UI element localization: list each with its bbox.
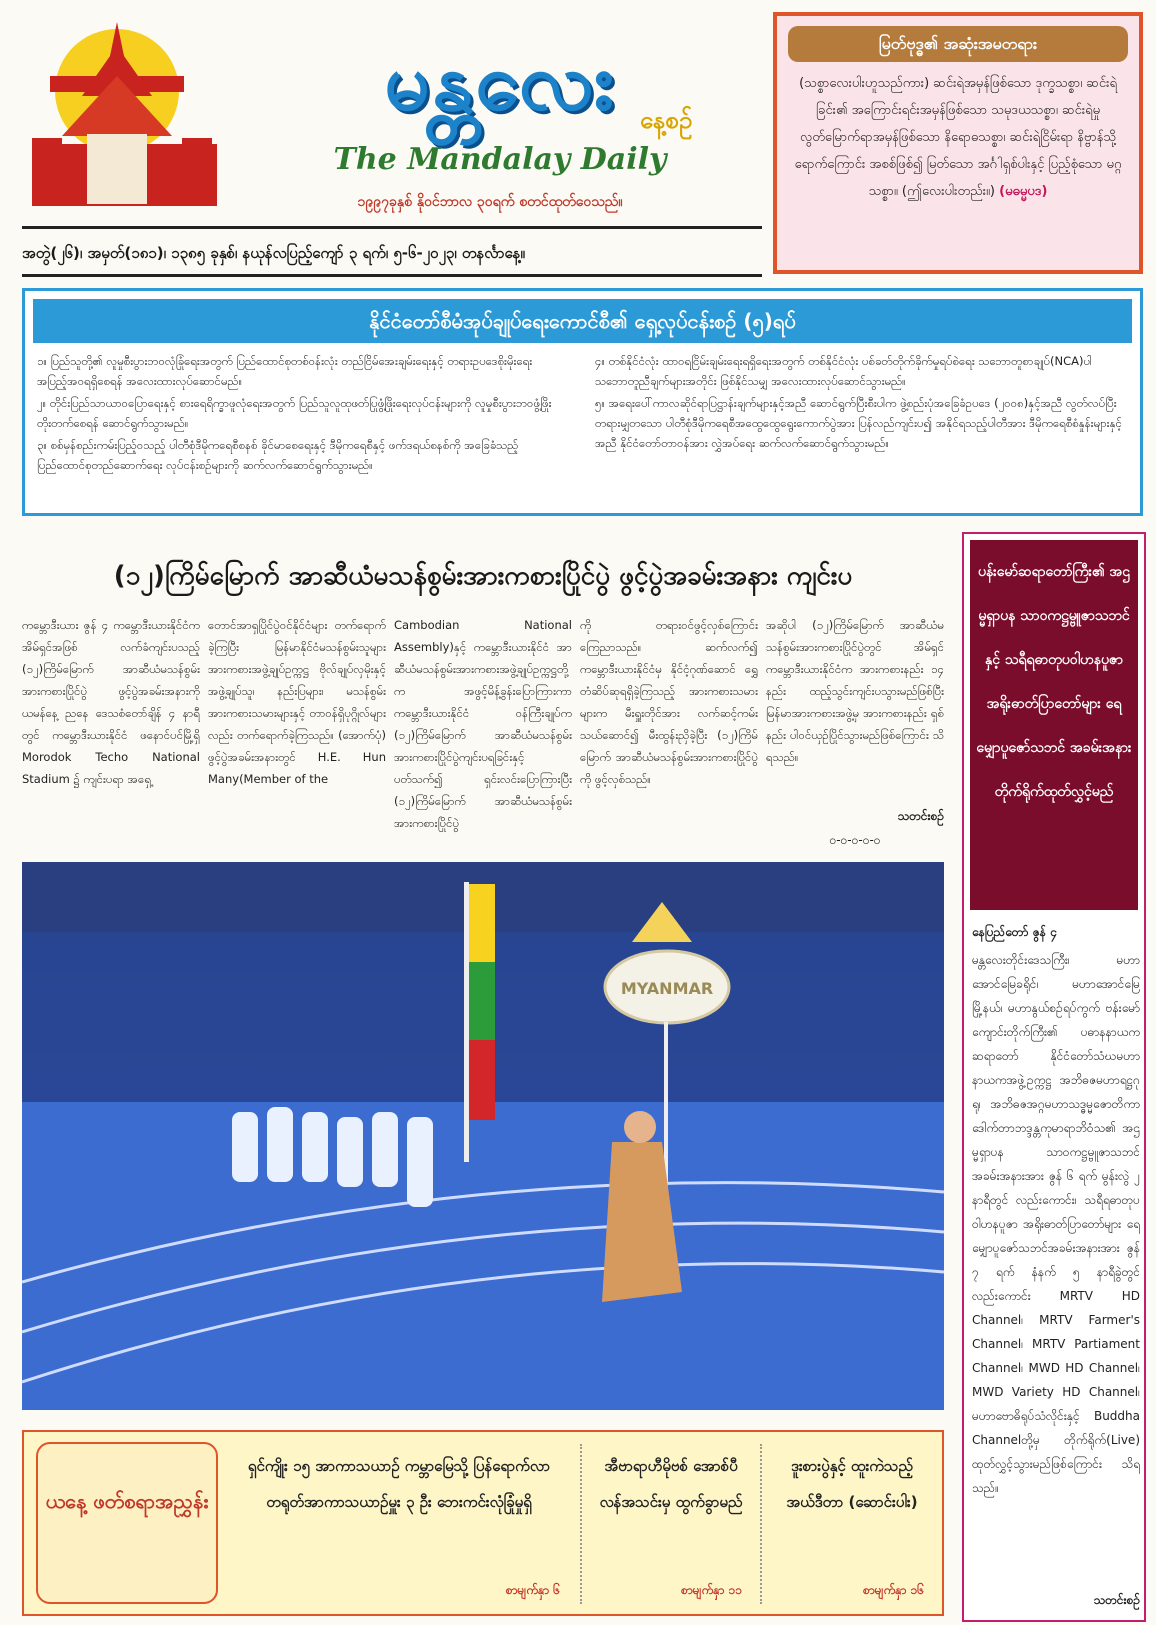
policy-item: ၁။ ပြည်သူတို့၏ လူမှုစီးပွားဘဝလုံခြုံရေးအတွက် ပြည်ထောင်စုတစ်ဝန်းလုံး တည်ငြိမ်အေးချမ်းရေးနှင့် တရားဥပဒေစိုးမိုးရေး အပြည့်အဝရရှိစေရန် အလေးထားလုပ်ဆောင်မည်။ — [37, 354, 533, 388]
teaser-bar — [22, 1430, 944, 1616]
policy-item: ၃။ စစ်မှန်စည်းကမ်းပြည့်ဝသည့် ပါတီစုံဒီမိုကရေစီစနစ် ခိုင်မာစေရေးနှင့် ဒီမိုကရေစီနှင့် ဖက်ဒရယ်စနစ်ကို အခြေခံသည့် ပြည်ထောင်စုတည်ဆောက်ရေး လုပ်ငန်းစဉ်များကို ဆက်လက်ဆောင်ရွက်သွားမည်။ — [37, 438, 519, 472]
masthead-subtitle: နေ့စဉ် — [640, 106, 693, 134]
policy-box — [22, 288, 1143, 516]
divider — [22, 226, 762, 229]
policy-left-column — [37, 351, 572, 511]
teaser-divider — [760, 1444, 762, 1604]
teaser-divider — [580, 1444, 582, 1604]
teaser-item[interactable]: ရှင်ကျိုး ၁၅ အာကာသယာဉ် ကမ္ဘာမြေသို့ ပြန်ရောက်လာ တရုတ်အာကာသယာဉ်မှူး ၃ ဦး ဘေးကင်းလုံခြုံမှုရှိ — [247, 1457, 551, 1511]
teaser-page: စာမျက်နှာ ၆ — [505, 1583, 560, 1597]
article-column-3: Cambodian National Assembly)နှင့် ကမ္ဘောဒီးယားနိုင်ငံ အာဆီယံမသန်စွမ်းအားကစားအဖွဲ့ချုပ်ဥက္ကဋ္ဌတို့က အဖွင့်မိန့်ခွန်းပြောကြားကာ ကမ္ဘောဒီးယားနိုင်ငံ ဝန်ကြီးချုပ်က (၁၂)ကြိမ်မြောက် အာဆီယံမသန်စွမ်းအားကစားပြိုင်ပွဲကျင်းပရခြင်းနှင့်ပတ်သက်၍ ရှင်းလင်းပြောကြားပြီး (၁၂)ကြိမ်မြောက် အာဆီယံမသန်စွမ်းအားကစားပြိုင်ပွဲ — [394, 618, 572, 830]
article-column-5: အဆိုပါ (၁၂)ကြိမ်မြောက် အာဆီယံမသန်စွမ်းအားကစားပြိုင်ပွဲတွင် အိမ်ရှင် ကမ္ဘောဒီးယားနိုင်ငံက အားကစားနည်း ၁၄ နည်း ထည့်သွင်းကျင်းပသွားမည်ဖြစ်ပြီး မြန်မာအားကစားအဖွဲ့မှ အားကစားနည်း ရှစ်နည်း ပါဝင်ယှဉ်ပြိုင်သွားမည်ဖြစ်ကြောင်း သိရသည်။ — [766, 618, 944, 764]
sidebar-dateline: နေပြည်တော် ဇွန် ၄ — [972, 925, 1057, 939]
policy-header: နိုင်ငံတော်စီမံအုပ်ချုပ်ရေးကောင်စီ၏ ရှေ့လုပ်ငန်းစဉ် (၅)ရပ် — [33, 299, 1132, 343]
placard-text: MYANMAR — [620, 979, 714, 998]
english-title: The Mandalay Daily — [333, 142, 667, 177]
sidebar-headline: ပန်းမော်ဆရာတော်ကြီး၏ အဌမ္မရှာပန သာဝကဋ္ဌမ္ဗူဇာသဘင်နှင့် သရီရဓာတုပဝါဟနပူဇာ အရိုးဓာတ်ပြာတော်များ ရေမျှောပူဇော်သဘင် အခမ်းအနား တိုက်ရိုက်ထုတ်လွှင့်မည် — [970, 540, 1138, 910]
sidebar-article — [962, 532, 1146, 1622]
quote-box — [773, 12, 1143, 274]
article-column-1: ကမ္ဘောဒီးယား ဇွန် ၄ ကမ္ဘောဒီးယားနိုင်ငံက အိမ်ရှင်အဖြစ် လက်ခံကျင်းပသည့် (၁၂)ကြိမ်မြောက် အာဆီယံမသန်စွမ်းအားကစားပြိုင်ပွဲ ဖွင့်ပွဲအခမ်းအနားကို ယမန်နေ့ ညနေ ဒေသစံတော်ချိန် ၄ နာရီတွင် ကမ္ဘောဒီးယားနိုင်ငံ ဖနောင်ပင်မြို့ရှိ Morodok Techo National Stadium ၌ ကျင်းပရာ အရှေ့ — [22, 618, 200, 786]
article-column-2: တောင်အာရှပြိုင်ပွဲဝင်နိုင်ငံများ တက်ရောက်ခဲ့ကြပြီး မြန်မာနိုင်ငံမသန်စွမ်းသူများ အားကစားအဖွဲ့ချုပ်ဥက္ကဋ္ဌ ဗိုလ်ချုပ်လှမိုးနှင့် အဖွဲ့ချုပ်သူ၊ နည်းပြများ၊ မသန်စွမ်းအားကစားသမားများနှင့် တာဝန်ရှိပုဂ္ဂိုလ်များလည်း တက်ရောက်ခဲ့ကြသည်။ (အောက်ပုံ) ဖွင့်ပွဲအခမ်းအနားတွင် H.E. Hun Many(Member of the — [208, 618, 386, 786]
policy-item: ၄။ တစ်နိုင်ငံလုံး ထာဝရငြိမ်းချမ်းရေးရရှိရေးအတွက် တစ်နိုင်ငံလုံး ပစ်ခတ်တိုက်ခိုက်မှုရပ်စဲရေး သဘောတူစာချုပ်(NCA)ပါ သဘောတူညီချက်များအတိုင်း ဖြစ်နိုင်သမျှ အလေးထားလုပ်ဆောင်သွားမည်။ — [595, 354, 1093, 388]
issue-line: အတွဲ(၂၆)၊ အမှတ်(၁၈၁)၊ ၁၃၈၅ ခုနှစ်၊ နယုန်လပြည့်ကျော် ၃ ရက်၊ ၅-၆-၂၀၂၃၊ တနင်္လာနေ့။ — [22, 244, 525, 262]
teaser-label: ယနေ့ ဖတ်စရာအညွှန်း — [36, 1442, 218, 1604]
article-end-marks: ၀-၀-၀-၀-၀ — [829, 833, 881, 847]
teaser-page: စာမျက်နှာ ၁၁ — [681, 1583, 742, 1597]
teaser-item[interactable]: ဒူးစားပွဲနှင့် ထူးကဲသည့် အယ်ဒီတာ (ဆောင်းပါး) — [786, 1457, 918, 1511]
masthead-title: မန္တလေး — [384, 34, 616, 128]
stadium-photo — [22, 862, 944, 1410]
teaser-item[interactable]: အီဗာရာဟီမိုဗစ် အောစ်ပီလန်အသင်းမှ ထွက်ခွာမည် — [599, 1457, 743, 1511]
article-column-4: ကို တရားဝင်ဖွင့်လှစ်ကြောင်း ကြေညာသည်။ ဆက်လက်၍ ကမ္ဘောဒီးယားနိုင်ငံမှ နိုင်ငံ့ဂုဏ်ဆောင် ရွှေတံဆိပ်ဆုရရှိခဲ့ကြသည့် အားကစားသမားများက မီးရှူးတိုင်အား လက်ဆင့်ကမ်းသယ်ဆောင်၍ မီးထွန်းညှိခဲ့ပြီး (၁၂)ကြိမ်မြောက် အာဆီယံမသန်စွမ်းအားကစားပြိုင်ပွဲကို ဖွင့်လှစ်သည်။ — [580, 618, 758, 786]
policy-item: ၂။ တိုင်းပြည်သာယာဝပြောရေးနှင့် စားရေရိက္ခာဖူလုံရေးအတွက် ပြည်သူလူထုဖတ်ပြုဖွံ့ဖြိုးရေးလုပ်ငန်းများကို လူမှုစီးပွားဘဝဖွံ့ဖြိုးတိုးတက်စေရန် ဆောင်ရွက်သွားမည်။ — [37, 396, 552, 430]
policy-item: ၅။ အရေးပေါ်ကာလဆိုင်ရာပြဋ္ဌာန်းချက်များနှင့်အညီ ဆောင်ရွက်ပြီးစီးပါက ဖွဲ့စည်းပုံအခြေခံဥပဒေ (၂၀၀၈)နှင့်အညီ လွတ်လပ်ပြီး တရားမျှတသော ပါတီစုံဒီမိုကရေစီအထွေထွေရွေးကောက်ပွဲအား ပြန်လည်ကျင်းပ၍ အနိုင်ရသည့်ပါတီအား ဒီမိုကရေစီစံနှုန်းများနှင့်အညီ နိုင်ငံတော်တာဝန်အား လွှဲအပ်ရေး ဆက်လက်ဆောင်ရွက်သွားမည်။ — [595, 396, 1122, 450]
divider — [22, 274, 762, 277]
sidebar-body: မန္တလေးတိုင်းဒေသကြီး၊ မဟာအောင်မြေခရိုင်၊ မဟာအောင်မြေမြို့နယ်၊ မဟာနွယ်စဉ်ရပ်ကွက် ဗန်းမော်ကျောင်းတိုက်ကြီး၏ ပဓာနနာယကဆရာတော် နိုင်ငံတော်သံဃမဟာနာယကအဖွဲ့ဥက္ကဋ္ဌ အဘိဓဇမဟာရဋ္ဌဂုရု၊ အဘိဓဇအဂ္ဂမဟာသဒ္ဓမ္မဇောတိကာ ဒေါက်တာဘဒ္ဒန္တကုမာရာဘိဝံသ၏ အဌမ္မရှာပန သာဝကဋ္ဌမ္ဗူဇာသဘင် အခမ်းအနားအား ဇွန် ၆ ရက် မွန်းလွဲ ၂ နာရီတွင် လည်းကောင်း၊ သရီရဓာတုပဝါဟနပူဇာ အရိုးဓာတ်ပြာတော်များ ရေမျှောပူဇော်သဘင်အခမ်းအနားအား ဇွန် ၇ ရက် နံနက် ၅ နာရီခွဲတွင် လည်းကောင်း MRTV HD Channel၊ MRTV Farmer's Channel၊ MRTV Partiament Channel၊ MWD HD Channel၊ MWD Variety HD Channel၊ မဟာဗောဓိရုပ်သံလိုင်းနှင့် Buddha Channelတို့မှ တိုက်ရိုက်(Live) ထုတ်လွှင့်သွားမည်ဖြစ်ကြောင်း သိရသည်။ — [972, 953, 1140, 1495]
established-line: ၁၉၉၇ခုနှစ် နိုဝင်ဘာလ ၃၀ရက် စတင်ထုတ်ဝေသည်။ — [357, 194, 623, 210]
quote-text — [787, 70, 1129, 205]
teaser-page: စာမျက်နှာ ၁၆ — [863, 1583, 924, 1597]
article-headline: (၁၂)ကြိမ်မြောက် အာဆီယံမသန်စွမ်းအားကစားပြိုင်ပွဲ ဖွင့်ပွဲအခမ်းအနား ကျင်းပ — [113, 561, 853, 591]
quote-source: (မဓမ္မပဒ) — [999, 184, 1048, 199]
quote-body: (သစ္စာလေးပါးဟူသည်ကား) ဆင်းရဲအမှန်ဖြစ်သော ဒုက္ခသစ္စာ၊ ဆင်းရဲခြင်း၏ အကြောင်းရင်းအမှန်ဖြစ်သော သမုဒယသစ္စာ၊ ဆင်းရဲမှု လွတ်မြောက်ရာအမှန်ဖြစ်သော နိရောဓသစ္စာ၊ ဆင်းရဲငြိမ်းရာ နိဗ္ဗာန်သို့ရောက်ကြောင်း အစစ်ဖြစ်၍ မြတ်သော အင်္ဂါရှစ်ပါးနှင့် ပြည့်စုံသော မဂ္ဂသစ္စာ။ (ဤလေးပါးတည်း။) — [794, 76, 1122, 199]
newspaper-emblem — [22, 16, 222, 216]
quote-title: မြတ်ဗုဒ္ဓ၏ အဆုံးအမတရား — [788, 26, 1128, 62]
article-author: သတင်းစဉ် — [897, 809, 944, 823]
policy-right-column — [595, 351, 1130, 511]
sidebar-author: သတင်းစဉ် — [1093, 1593, 1140, 1607]
